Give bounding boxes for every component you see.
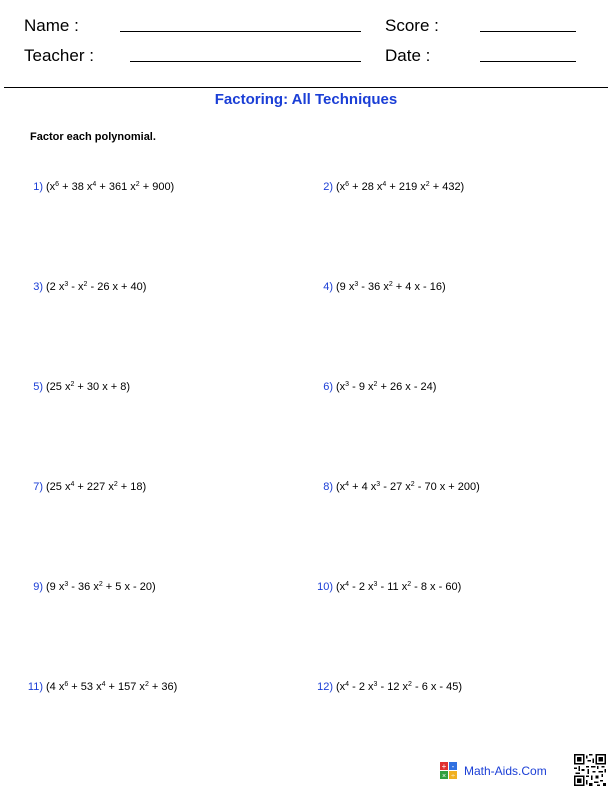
exponent: 6 [64, 681, 69, 688]
expression-text: - 70 x + 200) [414, 481, 480, 493]
problem-number: 6) [323, 381, 333, 393]
problem-number: 1) [33, 181, 43, 193]
expression-text: (4 x [46, 681, 65, 693]
polynomial-expression [336, 281, 446, 293]
problem-8 [323, 481, 480, 493]
exponent: 3 [354, 281, 359, 288]
problem-number: 5) [33, 381, 43, 393]
problem-12 [317, 681, 463, 693]
exponent: 2 [425, 181, 430, 188]
expression-text: + 5 x - 20) [102, 581, 156, 593]
qr-code-icon [574, 754, 606, 786]
expression-text: - 2 x [349, 581, 374, 593]
expression-text: (x [336, 681, 346, 693]
problem-11 [27, 681, 178, 693]
problem-number: 4) [323, 281, 333, 293]
expression-text: + 53 x [68, 681, 102, 693]
expression-text: + 219 x [386, 181, 426, 193]
problem-number: 10) [317, 581, 333, 593]
expression-text: + 157 x [105, 681, 145, 693]
expression-text: - 6 x - 45) [411, 681, 463, 693]
problem-number: 8) [323, 481, 333, 493]
exponent: 2 [410, 481, 415, 488]
polynomial-expression [336, 681, 462, 693]
name-label: Name : [24, 16, 79, 35]
expression-text: + 227 x [74, 481, 114, 493]
score-line [480, 31, 576, 32]
exponent: 4 [345, 581, 350, 588]
problem-2 [323, 181, 465, 193]
problem-4 [323, 281, 446, 293]
polynomial-expression [46, 181, 174, 193]
exponent: 3 [376, 481, 381, 488]
problem-7 [33, 481, 147, 493]
polynomial-expression [46, 681, 177, 693]
name-line [120, 31, 361, 32]
problem-5 [33, 381, 131, 393]
exponent: 4 [70, 481, 75, 488]
expression-text: (9 x [336, 281, 355, 293]
exponent: 3 [373, 681, 378, 688]
expression-text: (x [336, 481, 346, 493]
problem-number: 3) [33, 281, 43, 293]
expression-text: - 2 x [349, 681, 374, 693]
expression-text: - 12 x [377, 681, 409, 693]
exponent: 2 [408, 681, 412, 688]
exponent: 2 [113, 481, 118, 488]
expression-text: + 28 x [349, 181, 383, 193]
expression-text: (x [46, 181, 56, 193]
expression-text: - 36 x [68, 581, 99, 593]
exponent: 2 [407, 581, 412, 588]
problem-9 [33, 581, 156, 593]
expression-text: - 36 x [358, 281, 389, 293]
expression-text: + 432) [429, 181, 465, 193]
math-aids-logo-icon [440, 762, 458, 780]
header-divider [4, 87, 608, 88]
exponent: 4 [345, 481, 350, 488]
teacher-label: Teacher : [24, 46, 94, 65]
svg-text:+: + [441, 762, 447, 771]
expression-text: + 38 x [59, 181, 93, 193]
exponent: 3 [64, 581, 69, 588]
expression-text: - 8 x - 60) [411, 581, 462, 593]
expression-text: - x [68, 281, 84, 293]
exponent: 4 [92, 181, 97, 188]
problem-number: 2) [323, 181, 333, 193]
exponent: 2 [98, 581, 103, 588]
expression-text: + 361 x [96, 181, 136, 193]
exponent: 2 [373, 381, 378, 388]
expression-text: + 26 x - 24) [377, 381, 437, 393]
problem-6 [323, 381, 437, 393]
exponent: 2 [70, 381, 75, 388]
expression-text: - 27 x [380, 481, 411, 493]
problem-3 [33, 281, 147, 293]
worksheet-title: Factoring: All Techniques [214, 91, 398, 108]
expression-text: + 30 x + 8) [74, 381, 131, 393]
problem-number: 12) [317, 681, 333, 693]
expression-text: (2 x [46, 281, 65, 293]
svg-text:×: × [441, 773, 447, 780]
exponent: 3 [345, 381, 350, 388]
polynomial-expression [46, 281, 146, 293]
exponent: 2 [83, 281, 88, 288]
expression-text: (x [336, 381, 346, 393]
exponent: 6 [345, 181, 350, 188]
date-label: Date : [385, 46, 431, 65]
score-label: Score : [385, 16, 439, 35]
exponent: 2 [135, 181, 140, 188]
exponent: 2 [144, 681, 149, 688]
polynomial-expression [336, 481, 480, 493]
expression-text: + 4 x [349, 481, 377, 493]
problem-number: 9) [33, 581, 43, 593]
polynomial-expression [46, 481, 146, 493]
expression-text: (x [336, 581, 346, 593]
polynomial-expression [46, 381, 130, 393]
exponent: 4 [101, 681, 106, 688]
expression-text: (25 x [46, 381, 71, 393]
expression-text: (x [336, 181, 346, 193]
problem-10 [317, 581, 462, 593]
exponent: 3 [64, 281, 69, 288]
expression-text: - 26 x + 40) [87, 281, 147, 293]
exponent: 3 [373, 581, 378, 588]
date-line [480, 61, 576, 62]
site-link[interactable]: Math-Aids.Com [464, 764, 547, 778]
problem-number: 11) [27, 681, 43, 693]
expression-text: + 900) [139, 181, 175, 193]
svg-text:÷: ÷ [451, 773, 455, 780]
exponent: 4 [345, 681, 350, 688]
problem-1 [33, 181, 175, 193]
problem-number: 7) [33, 481, 43, 493]
instructions: Factor each polynomial. [30, 131, 156, 143]
teacher-line [130, 61, 361, 62]
polynomial-expression [336, 581, 461, 593]
svg-text:-: - [451, 762, 455, 771]
expression-text: (25 x [46, 481, 71, 493]
exponent: 2 [388, 281, 393, 288]
expression-text: (9 x [46, 581, 65, 593]
expression-text: + 18) [117, 481, 147, 493]
exponent: 6 [55, 181, 60, 188]
polynomial-expression [336, 181, 464, 193]
expression-text: + 4 x - 16) [392, 281, 446, 293]
exponent: 4 [382, 181, 387, 188]
expression-text: - 9 x [349, 381, 374, 393]
polynomial-expression [336, 381, 436, 393]
expression-text: - 11 x [377, 581, 408, 593]
polynomial-expression [46, 581, 156, 593]
expression-text: + 36) [148, 681, 178, 693]
